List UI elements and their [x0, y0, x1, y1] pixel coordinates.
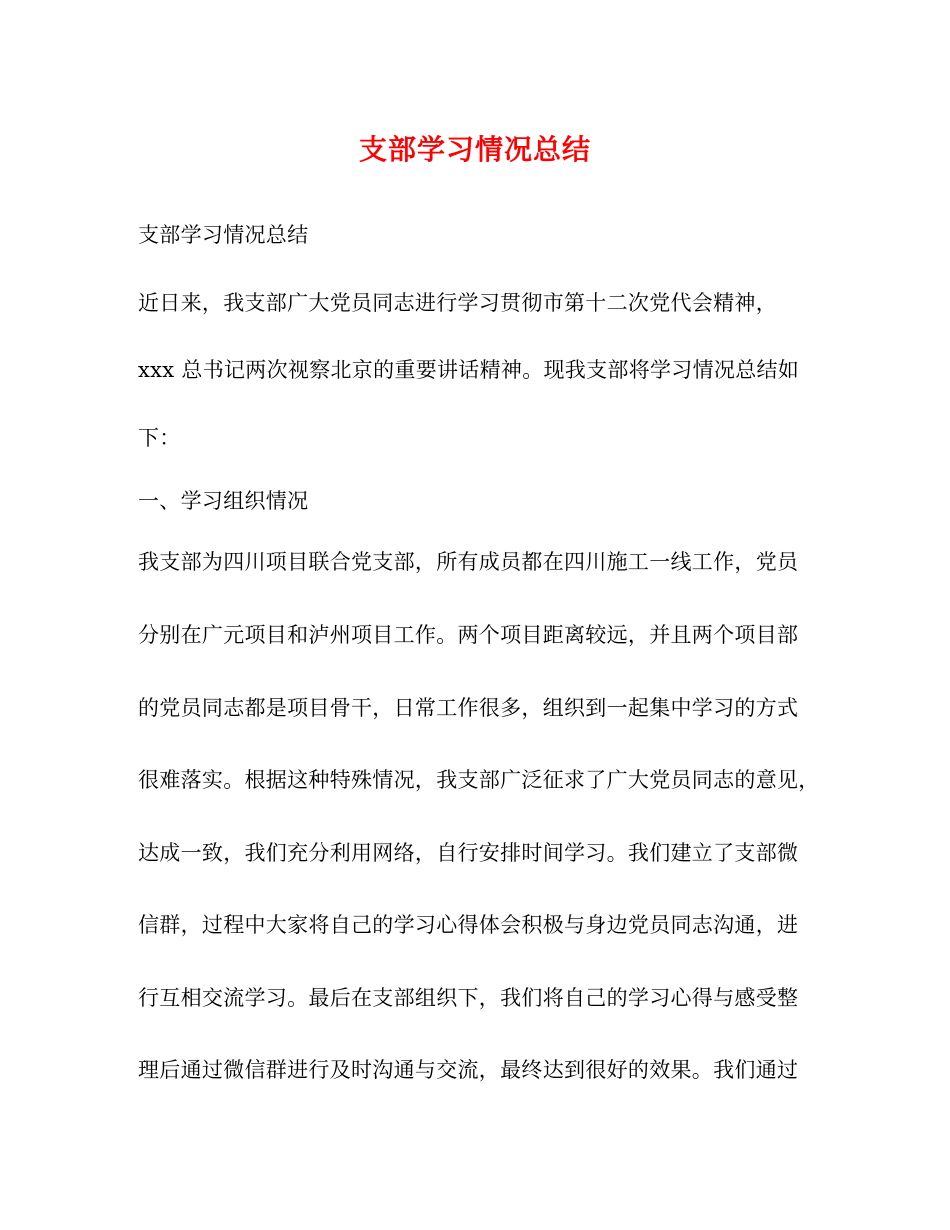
body-line: 理后通过微信群进行及时沟通与交流，最终达到很好的效果。我们通过 — [138, 1058, 799, 1082]
body-line: 行互相交流学习。最后在支部组织下，我们将自己的学习心得与感受整 — [138, 986, 799, 1010]
body-line: 近日来，我支部广大党员同志进行学习贯彻市第十二次党代会精神， — [138, 291, 777, 315]
body-line: 达成一致，我们充分利用网络，自行安排时间学习。我们建立了支部微 — [138, 841, 799, 865]
body-line: 下： — [138, 426, 181, 450]
section-heading: 一、学习组织情况 — [138, 489, 309, 513]
body-line: xxx 总书记两次视察北京的重要讲话精神。现我支部将学习情况总结如 — [138, 358, 800, 382]
body-line: 我支部为四川项目联合党支部，所有成员都在四川施工一线工作，党员 — [138, 550, 799, 574]
subtitle-line: 支部学习情况总结 — [138, 223, 309, 247]
body-line: 信群，过程中大家将自己的学习心得体会积极与身边党员同志沟通，进 — [138, 913, 799, 937]
document-title: 支部学习情况总结 — [358, 133, 591, 166]
body-line: 分别在广元项目和泸州项目工作。两个项目距离较远，并且两个项目部 — [138, 623, 799, 647]
body-line: 很难落实。根据这种特殊情况，我支部广泛征求了广大党员同志的意见， — [138, 768, 820, 792]
body-line: 的党员同志都是项目骨干，日常工作很多，组织到一起集中学习的方式 — [138, 696, 799, 720]
